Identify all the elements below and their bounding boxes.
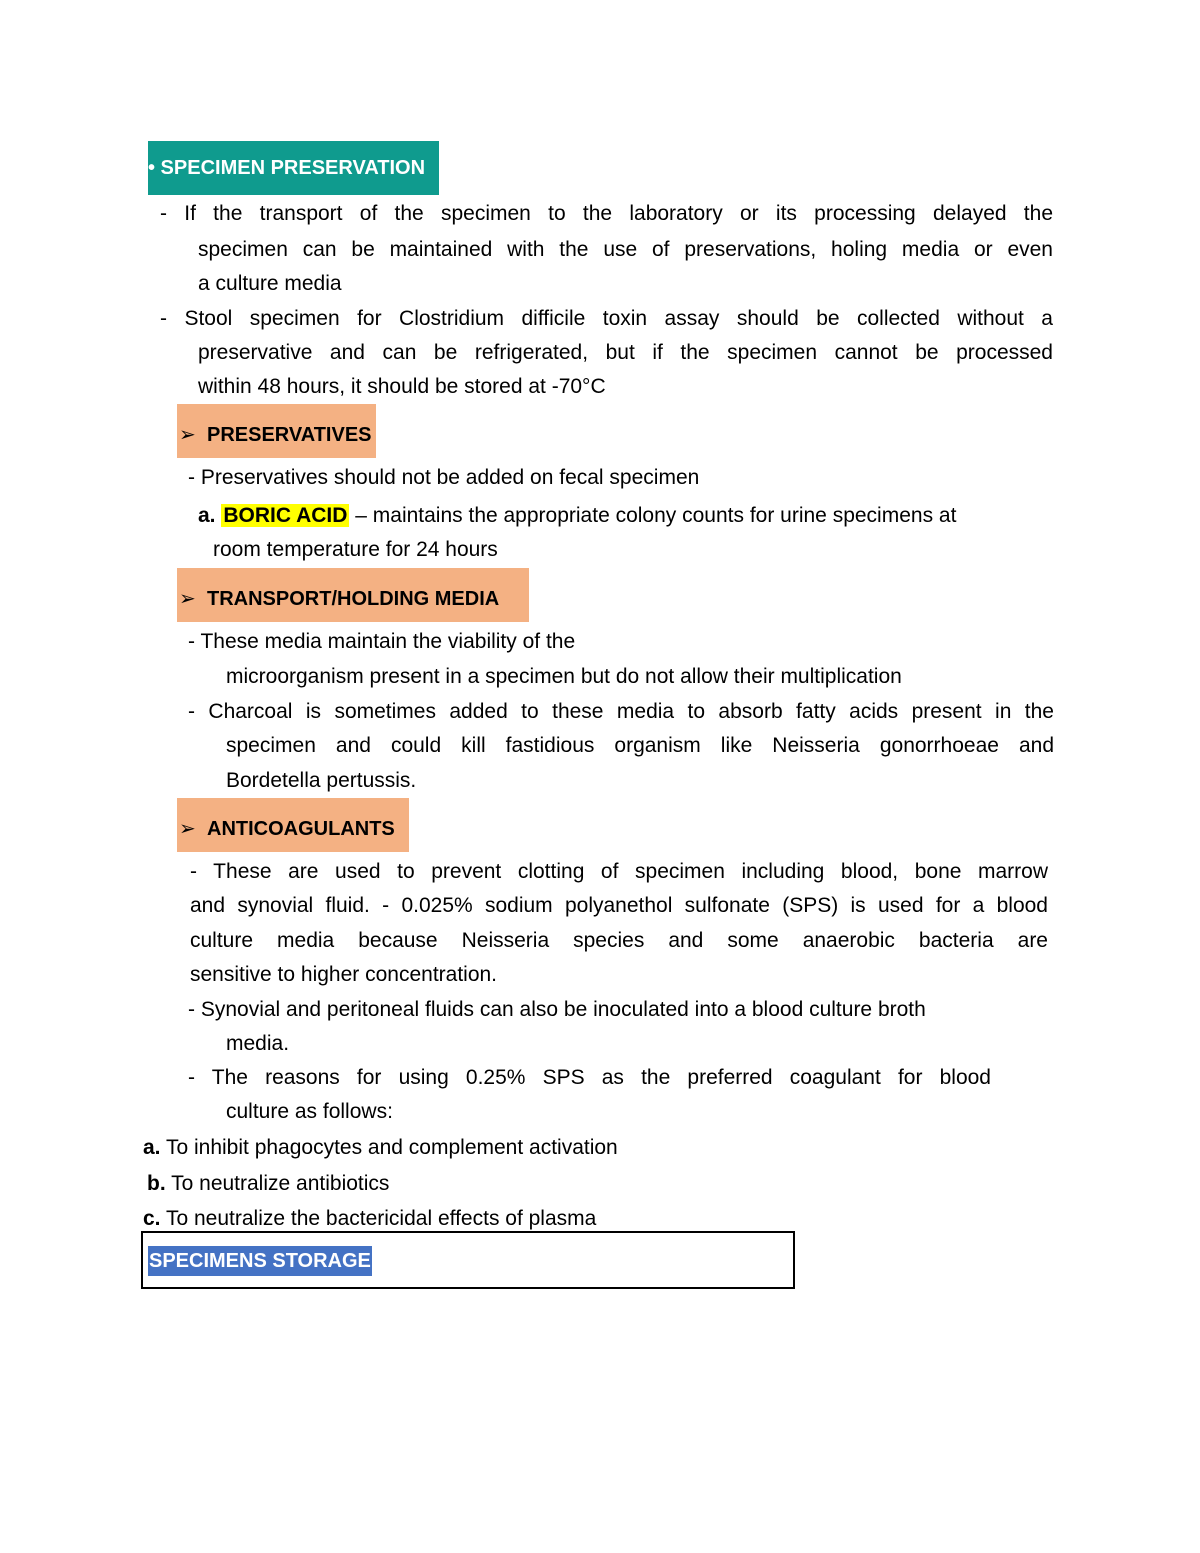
reason-text: To neutralize the bactericidal effects of plasma [160, 1207, 597, 1230]
reason-letter: a. [143, 1136, 161, 1159]
transport-line-5: Bordetella pertussis. [226, 769, 417, 792]
section-header-specimen-preservation: • SPECIMEN PRESERVATION [148, 141, 439, 195]
anticoagulants-line-2: and synovial fluid. - 0.025% sodium polyanethol sulfonate (SPS) is used for a blood [190, 894, 1048, 917]
boric-acid-label: BORIC ACID [223, 504, 348, 527]
transport-line-3: - Charcoal is sometimes added to these media to absorb fatty acids present in the [188, 700, 1054, 723]
transport-title: TRANSPORT/HOLDING MEDIA [207, 588, 500, 610]
reason-item [147, 1171, 389, 1197]
section-header-transport-holding-media [177, 568, 529, 622]
item-letter: a. [198, 504, 216, 527]
anticoagulants-line-1: - These are used to prevent clotting of specimen including blood, bone marrow [190, 860, 1048, 883]
anticoagulants-line-5: - Synovial and peritoneal fluids can also be inoculated into a blood culture broth [188, 998, 926, 1021]
arrow-bullet-icon: ➢ [179, 818, 196, 840]
anticoagulants-title: ANTICOAGULANTS [207, 818, 395, 840]
reason-letter: b. [147, 1172, 166, 1195]
preservation-paragraph-1-line-2: specimen can be maintained with the use of preservations, holing media or even [198, 238, 1053, 261]
preservatives-title: PRESERVATIVES [207, 424, 372, 446]
transport-line-1: - These media maintain the viability of the [188, 630, 576, 653]
transport-line-4: specimen and could kill fastidious organism like Neisseria gonorrhoeae and [226, 734, 1054, 757]
preservation-paragraph-2-line-2: preservative and can be refrigerated, but if the specimen cannot be processed [198, 341, 1053, 364]
preservatives-line-1: - Preservatives should not be added on fecal specimen [188, 466, 700, 489]
anticoagulants-line-4: sensitive to higher concentration. [190, 963, 498, 986]
preservation-paragraph-2-line-3: within 48 hours, it should be stored at -70°C [198, 375, 606, 398]
boric-acid-item [198, 503, 1054, 529]
boric-acid-text: – maintains the appropriate colony counts for urine specimens at [349, 504, 957, 527]
preservation-paragraph-1-line-3: a culture media [198, 272, 342, 295]
preservation-paragraph-1-line-1: - If the transport of the specimen to the laboratory or its processing delayed the [160, 202, 1053, 225]
reason-text: To neutralize antibiotics [165, 1172, 390, 1195]
boric-acid-line-2: room temperature for 24 hours [213, 538, 498, 561]
reason-letter: c. [143, 1207, 161, 1230]
section-header-anticoagulants [177, 798, 409, 852]
anticoagulants-line-3: culture media because Neisseria species and some anaerobic bacteria are [190, 929, 1048, 952]
reason-item [143, 1135, 618, 1161]
transport-line-2: microorganism present in a specimen but do not allow their multiplication [226, 665, 902, 688]
anticoagulants-line-8: culture as follows: [226, 1100, 393, 1123]
anticoagulants-line-7: - The reasons for using 0.25% SPS as the preferred coagulant for blood [188, 1066, 991, 1089]
section-header-preservatives [177, 404, 376, 458]
section-header-specimens-storage: SPECIMENS STORAGE [148, 1246, 372, 1276]
arrow-bullet-icon: ➢ [179, 424, 196, 446]
reason-text: To inhibit phagocytes and complement activation [160, 1136, 618, 1159]
anticoagulants-line-6: media. [226, 1032, 290, 1055]
reason-item [143, 1206, 596, 1232]
preservation-paragraph-2-line-1: - Stool specimen for Clostridium difficile toxin assay should be collected without a [160, 307, 1053, 330]
arrow-bullet-icon: ➢ [179, 588, 196, 610]
